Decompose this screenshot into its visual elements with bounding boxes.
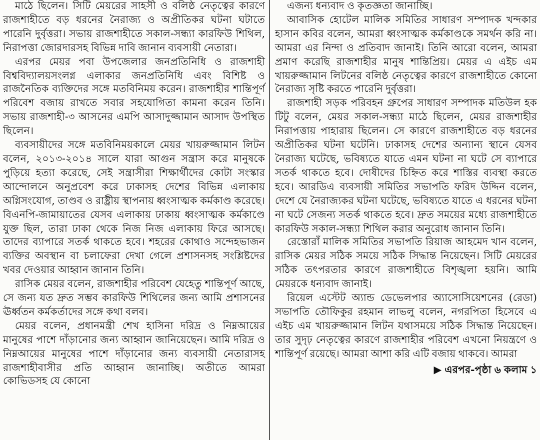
article-column-right [275,0,540,440]
paragraph: ব্যবসায়ীদের সঙ্গে মতবিনিময়কালে মেয়র খায়রুজ্জামান লিটন বলেন, ২০১৩-২০১৪ সালে যারা আগুন সন্ত্রাস করে মানুষকে পুড়িয়ে হত্যা করেছে, সেই সন্ত্রাসীরা শিক্ষার্থীদের কোটা সংস্কার আন্দোলনে অনুপ্রবেশ করে ঢাকাসহ দেশের বিভিন্ন এলাকায় অগ্নিসংযোগ, তাণ্ডব ও রাষ্ট্রীয় স্থাপনায় ধ্বংসাত্মক কর্মকাণ্ড করেছে। বিএনপি-জামায়াতের যেসব এলাকায় ঢাকায় ধ্বংসাত্মক কর্মকাণ্ডে যুক্ত ছিল, তারা ঢাকা থেকে নিজ নিজ এলাকায় ফিরে আসছে। তাদের ব্যাপারে সতর্ক থাকতে হবে। শহরের কোথাও সন্দেহভাজন ব্যক্তির অবস্থান বা চলাফেরা দেখা গেলে প্রশাসনসহ সংশ্লিষ্টদের খবর দেওয়ার আহ্বান জানান তিনি। [3,140,268,277]
paragraph: এরপর মেয়র পবা উপজেলার জনপ্রতিনিধি ও রাজশাহী বিশ্ববিদ্যালয়সংলগ্ন এলাকার জনপ্রতিনিধি এবং বিশিষ্ট ও রাজনৈতিক ব্যক্তিদের সঙ্গে মতবিনিময় করেন। রাজশাহীর শান্তিপূর্ণ পরিবেশ বজায় রাখতে সবার সহযোগিতা কামনা করেন তিনি। সভায় রাজশাহী-৩ আসনের এমপি আসাদুজ্জামান আসাদ উপস্থিত ছিলেন। [3,56,268,138]
paragraph: এজন্য ধন্যবাদ ও কৃতজ্ঞতা জানাচ্ছি। [287,1,433,12]
paragraph: রিয়েল এস্টেট অ্যান্ড ডেভেলপার অ্যাসোসিয়েশনের (রেডা) সভাপতি তৌফিকুর রহমান লাভলু বলেন, নগরপিতা হিসেবে এ এইচ এম খায়রুজ্জামান লিটন যথাসময়ে সঠিক সিদ্ধান্ত নিয়েছেন। তার সুদৃঢ় নেতৃত্বের কারণে রাজশাহীর পরিবেশ এখনো নিয়ন্ত্রণে ও শান্তিপূর্ণ রয়েছে। আমরা আশা করি এটি বজায় থাকবে। আমরা [275,293,540,360]
paragraph: রাজশাহী সড়ক পরিবহন গ্রুপের সাধারণ সম্পাদক মতিউল হক টিটু বলেন, মেয়র সকাল-সন্ধ্যা মাঠে ছিলেন, মেয়র রাজশাহীর নিরাপত্তায় পাহারায় ছিলেন। সে কারণে রাজশাহীতে বড় ধরনের অপ্রীতিকর ঘটনা ঘটেনি। ঢাকাসহ দেশের অন্যান্য স্থানে যেসব নৈরাজ্য ঘটেছে, ভবিষ্যতে যাতে এমন ঘটনা না ঘটে সে ব্যাপারে সতর্ক থাকতে হবে। দোষীদের চিহ্নিত করে শাস্তির ব্যবস্থা করতে হবে। আরডিএ ব্যবসায়ী সমিতির সভাপতি ফরিদ উদ্দিন বলেন, দেশে যে নৈরাজ্যকর ঘটনা ঘটেছে, ভবিষ্যতে যাতে এ ধরনের ঘটনা না ঘটে সেজন্য সতর্ক থাকতে হবে। দ্রুত সময়ের মধ্যে রাজশাহীতে কারফিউ সকাল-সন্ধ্যা শিথিল করার অনুরোধ জানান তিনি। [275,98,540,235]
article-column-left [3,0,268,440]
paragraph: রেস্তোরাঁ মালিক সমিতির সভাপতি রিয়াজ আহমেদ খান বলেন, রাসিক মেয়র সঠিক সময়ে সঠিক সিদ্ধান্ত নিয়েছেন। সিটি মেয়রের সঠিক তৎপরতার কারণে রাজশাহীতে বিশৃঙ্খলা হয়নি। আমি মেয়রকে ধন্যবাদ জানাই। [275,237,540,291]
paragraph: মাঠে ছিলেন। সিটি মেয়রের সাহসী ও বলিষ্ঠ নেতৃত্বের কারণে রাজশাহীতে বড় ধরনের নৈরাজ্য ও অপ্রীতিকর ঘটনা ঘটাতে পারেনি দুর্বৃত্তরা। সভায় রাজশাহীতে সকাল-সন্ধ্যা কারফিউ শিথিল, নিরাপত্তা জোরদারসহ বিভিন্ন দাবি জানান ব্যবসায়ী নেতারা। [3,1,268,54]
column-divider [269,0,270,440]
paragraph: রাসিক মেয়র বলেন, রাজশাহীর পরিবেশ যেহেতু শান্তিপূর্ণ আছে, সে জন্য যত দ্রুত সম্ভব কারফিউ শিথিলের জন্য আমি প্রশাসনের ঊর্ধ্বতন কর্মকর্তাদের সঙ্গে কথা বলব। [3,279,268,318]
paragraph: মেয়র বলেন, প্রধানমন্ত্রী শেখ হাসিনা দরিদ্র ও নিম্নআয়ের মানুষের পাশে দাঁড়ানোর জন্য আহ্বান জানিয়েছেন। আমি দরিদ্র ও নিম্নআয়ের মানুষের পাশে দাঁড়ানোর জন্য ব্যবসায়ী নেতারাসহ রাজশাহীবাসীর প্রতি আহ্বান জানাচ্ছি। অতীতে আমরা কোভিডসহ যে কোনো [3,320,268,388]
paragraph: আবাসিক হোটেল মালিক সমিতির সাধারণ সম্পাদক খন্দকার হাসান কবির বলেন, আমরা ধ্বংসাত্মক কর্মকাণ্ডকে সমর্থন করি না। আমরা এর নিন্দা ও প্রতিবাদ জানাই। তিনি আরো বলেন, আমরা প্রমাণ করেছি রাজশাহীর মানুষ শান্তিপ্রিয়। মেয়র এ এইচ এম খায়রুজ্জামান লিটনের বলিষ্ঠ নেতৃত্বের কারণে রাজশাহীতে কোনো নৈরাজ্য সৃষ্টি করতে পারেনি দুর্বৃত্তরা। [275,14,540,96]
continuation-note: ▶ এরপর-পৃষ্ঠা ৬ কলাম ১ [433,363,537,376]
